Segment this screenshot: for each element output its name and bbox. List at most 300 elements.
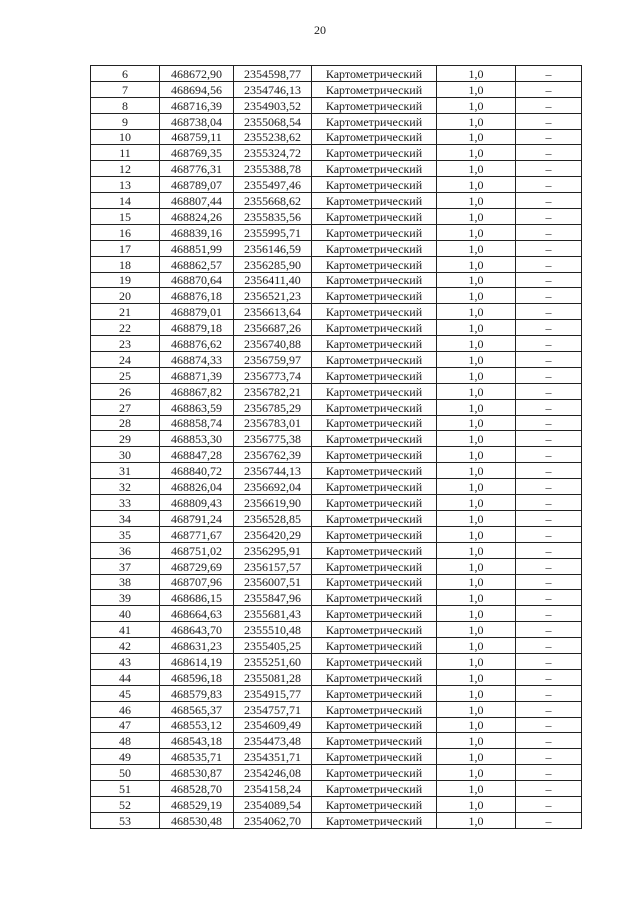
point-number-cell: 32 <box>91 479 160 495</box>
description-cell: – <box>516 415 582 431</box>
accuracy-cell: 1,0 <box>437 717 516 733</box>
table-row <box>91 336 582 352</box>
description-cell: – <box>516 81 582 97</box>
accuracy-cell: 1,0 <box>437 622 516 638</box>
method-cell: Картометрический <box>312 796 437 812</box>
point-number-cell: 49 <box>91 749 160 765</box>
accuracy-cell: 1,0 <box>437 320 516 336</box>
point-number-cell: 37 <box>91 558 160 574</box>
y-coordinate-cell: 2354609,49 <box>234 717 312 733</box>
x-coordinate-cell: 468530,48 <box>160 812 234 828</box>
point-number-cell: 10 <box>91 129 160 145</box>
table-row <box>91 145 582 161</box>
accuracy-cell: 1,0 <box>437 113 516 129</box>
y-coordinate-cell: 2356744,13 <box>234 463 312 479</box>
point-number-cell: 39 <box>91 590 160 606</box>
point-number-cell: 36 <box>91 542 160 558</box>
method-cell: Картометрический <box>312 145 437 161</box>
x-coordinate-cell: 468791,24 <box>160 510 234 526</box>
table-row <box>91 320 582 336</box>
y-coordinate-cell: 2355405,25 <box>234 638 312 654</box>
x-coordinate-cell: 468847,28 <box>160 447 234 463</box>
x-coordinate-cell: 468876,18 <box>160 288 234 304</box>
table-row <box>91 495 582 511</box>
point-number-cell: 30 <box>91 447 160 463</box>
description-cell: – <box>516 622 582 638</box>
table-row <box>91 558 582 574</box>
description-cell: – <box>516 336 582 352</box>
description-cell: – <box>516 510 582 526</box>
y-coordinate-cell: 2355497,46 <box>234 177 312 193</box>
table-row <box>91 510 582 526</box>
table-row <box>91 209 582 225</box>
x-coordinate-cell: 468879,18 <box>160 320 234 336</box>
method-cell: Картометрический <box>312 256 437 272</box>
point-number-cell: 22 <box>91 320 160 336</box>
x-coordinate-cell: 468694,56 <box>160 81 234 97</box>
x-coordinate-cell: 468738,04 <box>160 113 234 129</box>
x-coordinate-cell: 468870,64 <box>160 272 234 288</box>
accuracy-cell: 1,0 <box>437 749 516 765</box>
table-row <box>91 431 582 447</box>
method-cell: Картометрический <box>312 574 437 590</box>
description-cell: – <box>516 145 582 161</box>
method-cell: Картометрический <box>312 479 437 495</box>
method-cell: Картометрический <box>312 526 437 542</box>
method-cell: Картометрический <box>312 129 437 145</box>
y-coordinate-cell: 2356619,90 <box>234 495 312 511</box>
y-coordinate-cell: 2356687,26 <box>234 320 312 336</box>
accuracy-cell: 1,0 <box>437 463 516 479</box>
point-number-cell: 38 <box>91 574 160 590</box>
accuracy-cell: 1,0 <box>437 447 516 463</box>
table-row <box>91 590 582 606</box>
x-coordinate-cell: 468771,67 <box>160 526 234 542</box>
x-coordinate-cell: 468729,69 <box>160 558 234 574</box>
y-coordinate-cell: 2355324,72 <box>234 145 312 161</box>
y-coordinate-cell: 2355251,60 <box>234 653 312 669</box>
accuracy-cell: 1,0 <box>437 272 516 288</box>
point-number-cell: 8 <box>91 97 160 113</box>
table-row <box>91 765 582 781</box>
table-row <box>91 129 582 145</box>
description-cell: – <box>516 161 582 177</box>
point-number-cell: 35 <box>91 526 160 542</box>
y-coordinate-cell: 2356775,38 <box>234 431 312 447</box>
y-coordinate-cell: 2356783,01 <box>234 415 312 431</box>
x-coordinate-cell: 468686,15 <box>160 590 234 606</box>
point-number-cell: 46 <box>91 701 160 717</box>
accuracy-cell: 1,0 <box>437 796 516 812</box>
table-row <box>91 97 582 113</box>
y-coordinate-cell: 2354903,52 <box>234 97 312 113</box>
y-coordinate-cell: 2355995,71 <box>234 224 312 240</box>
y-coordinate-cell: 2354089,54 <box>234 796 312 812</box>
table-row <box>91 812 582 828</box>
table-row <box>91 383 582 399</box>
x-coordinate-cell: 468596,18 <box>160 669 234 685</box>
table-row <box>91 526 582 542</box>
accuracy-cell: 1,0 <box>437 352 516 368</box>
x-coordinate-cell: 468751,02 <box>160 542 234 558</box>
coordinates-table-body <box>91 66 582 829</box>
table-row <box>91 161 582 177</box>
accuracy-cell: 1,0 <box>437 733 516 749</box>
point-number-cell: 26 <box>91 383 160 399</box>
y-coordinate-cell: 2355668,62 <box>234 193 312 209</box>
y-coordinate-cell: 2355388,78 <box>234 161 312 177</box>
x-coordinate-cell: 468839,16 <box>160 224 234 240</box>
x-coordinate-cell: 468759,11 <box>160 129 234 145</box>
y-coordinate-cell: 2356613,64 <box>234 304 312 320</box>
point-number-cell: 12 <box>91 161 160 177</box>
point-number-cell: 17 <box>91 240 160 256</box>
description-cell: – <box>516 97 582 113</box>
x-coordinate-cell: 468672,90 <box>160 66 234 82</box>
description-cell: – <box>516 590 582 606</box>
point-number-cell: 45 <box>91 685 160 701</box>
description-cell: – <box>516 288 582 304</box>
description-cell: – <box>516 320 582 336</box>
x-coordinate-cell: 468631,23 <box>160 638 234 654</box>
x-coordinate-cell: 468851,99 <box>160 240 234 256</box>
y-coordinate-cell: 2355835,56 <box>234 209 312 225</box>
x-coordinate-cell: 468858,74 <box>160 415 234 431</box>
description-cell: – <box>516 526 582 542</box>
x-coordinate-cell: 468862,57 <box>160 256 234 272</box>
table-row <box>91 193 582 209</box>
point-number-cell: 21 <box>91 304 160 320</box>
method-cell: Картометрический <box>312 193 437 209</box>
table-row <box>91 542 582 558</box>
y-coordinate-cell: 2356773,74 <box>234 367 312 383</box>
table-row <box>91 399 582 415</box>
accuracy-cell: 1,0 <box>437 510 516 526</box>
y-coordinate-cell: 2356528,85 <box>234 510 312 526</box>
accuracy-cell: 1,0 <box>437 574 516 590</box>
description-cell: – <box>516 352 582 368</box>
method-cell: Картометрический <box>312 749 437 765</box>
method-cell: Картометрический <box>312 733 437 749</box>
x-coordinate-cell: 468769,35 <box>160 145 234 161</box>
description-cell: – <box>516 558 582 574</box>
point-number-cell: 14 <box>91 193 160 209</box>
accuracy-cell: 1,0 <box>437 590 516 606</box>
accuracy-cell: 1,0 <box>437 193 516 209</box>
description-cell: – <box>516 193 582 209</box>
description-cell: – <box>516 256 582 272</box>
description-cell: – <box>516 574 582 590</box>
table-row <box>91 796 582 812</box>
y-coordinate-cell: 2356157,57 <box>234 558 312 574</box>
description-cell: – <box>516 66 582 82</box>
point-number-cell: 47 <box>91 717 160 733</box>
method-cell: Картометрический <box>312 161 437 177</box>
method-cell: Картометрический <box>312 224 437 240</box>
point-number-cell: 42 <box>91 638 160 654</box>
point-number-cell: 25 <box>91 367 160 383</box>
table-row <box>91 288 582 304</box>
y-coordinate-cell: 2356785,29 <box>234 399 312 415</box>
description-cell: – <box>516 733 582 749</box>
point-number-cell: 41 <box>91 622 160 638</box>
method-cell: Картометрический <box>312 320 437 336</box>
method-cell: Картометрический <box>312 717 437 733</box>
table-row <box>91 622 582 638</box>
accuracy-cell: 1,0 <box>437 97 516 113</box>
method-cell: Картометрический <box>312 352 437 368</box>
table-row <box>91 415 582 431</box>
accuracy-cell: 1,0 <box>437 209 516 225</box>
page-number: 20 <box>314 23 326 37</box>
method-cell: Картометрический <box>312 463 437 479</box>
point-number-cell: 50 <box>91 765 160 781</box>
description-cell: – <box>516 606 582 622</box>
table-row <box>91 781 582 797</box>
y-coordinate-cell: 2354915,77 <box>234 685 312 701</box>
accuracy-cell: 1,0 <box>437 399 516 415</box>
y-coordinate-cell: 2355681,43 <box>234 606 312 622</box>
table-row <box>91 717 582 733</box>
x-coordinate-cell: 468863,59 <box>160 399 234 415</box>
method-cell: Картометрический <box>312 685 437 701</box>
y-coordinate-cell: 2356782,21 <box>234 383 312 399</box>
accuracy-cell: 1,0 <box>437 526 516 542</box>
y-coordinate-cell: 2354246,08 <box>234 765 312 781</box>
x-coordinate-cell: 468874,33 <box>160 352 234 368</box>
x-coordinate-cell: 468824,26 <box>160 209 234 225</box>
y-coordinate-cell: 2356759,97 <box>234 352 312 368</box>
description-cell: – <box>516 812 582 828</box>
x-coordinate-cell: 468867,82 <box>160 383 234 399</box>
x-coordinate-cell: 468840,72 <box>160 463 234 479</box>
description-cell: – <box>516 701 582 717</box>
y-coordinate-cell: 2356411,40 <box>234 272 312 288</box>
point-number-cell: 48 <box>91 733 160 749</box>
method-cell: Картометрический <box>312 765 437 781</box>
table-row <box>91 272 582 288</box>
description-cell: – <box>516 304 582 320</box>
x-coordinate-cell: 468776,31 <box>160 161 234 177</box>
point-number-cell: 24 <box>91 352 160 368</box>
x-coordinate-cell: 468871,39 <box>160 367 234 383</box>
table-row <box>91 733 582 749</box>
point-number-cell: 53 <box>91 812 160 828</box>
x-coordinate-cell: 468853,30 <box>160 431 234 447</box>
x-coordinate-cell: 468553,12 <box>160 717 234 733</box>
description-cell: – <box>516 447 582 463</box>
point-number-cell: 18 <box>91 256 160 272</box>
x-coordinate-cell: 468826,04 <box>160 479 234 495</box>
description-cell: – <box>516 113 582 129</box>
x-coordinate-cell: 468876,62 <box>160 336 234 352</box>
method-cell: Картометрический <box>312 638 437 654</box>
x-coordinate-cell: 468565,37 <box>160 701 234 717</box>
table-row <box>91 653 582 669</box>
point-number-cell: 6 <box>91 66 160 82</box>
x-coordinate-cell: 468789,07 <box>160 177 234 193</box>
accuracy-cell: 1,0 <box>437 224 516 240</box>
x-coordinate-cell: 468879,01 <box>160 304 234 320</box>
table-row <box>91 749 582 765</box>
accuracy-cell: 1,0 <box>437 383 516 399</box>
x-coordinate-cell: 468543,18 <box>160 733 234 749</box>
y-coordinate-cell: 2354598,77 <box>234 66 312 82</box>
method-cell: Картометрический <box>312 272 437 288</box>
accuracy-cell: 1,0 <box>437 781 516 797</box>
accuracy-cell: 1,0 <box>437 415 516 431</box>
description-cell: – <box>516 542 582 558</box>
method-cell: Картометрический <box>312 177 437 193</box>
method-cell: Картометрический <box>312 97 437 113</box>
method-cell: Картометрический <box>312 113 437 129</box>
accuracy-cell: 1,0 <box>437 542 516 558</box>
method-cell: Картометрический <box>312 336 437 352</box>
accuracy-cell: 1,0 <box>437 653 516 669</box>
description-cell: – <box>516 177 582 193</box>
point-number-cell: 29 <box>91 431 160 447</box>
description-cell: – <box>516 272 582 288</box>
point-number-cell: 20 <box>91 288 160 304</box>
y-coordinate-cell: 2356295,91 <box>234 542 312 558</box>
accuracy-cell: 1,0 <box>437 129 516 145</box>
table-row <box>91 256 582 272</box>
accuracy-cell: 1,0 <box>437 638 516 654</box>
description-cell: – <box>516 765 582 781</box>
description-cell: – <box>516 240 582 256</box>
description-cell: – <box>516 781 582 797</box>
point-number-cell: 16 <box>91 224 160 240</box>
table-row <box>91 113 582 129</box>
table-row <box>91 638 582 654</box>
method-cell: Картометрический <box>312 622 437 638</box>
y-coordinate-cell: 2356146,59 <box>234 240 312 256</box>
method-cell: Картометрический <box>312 447 437 463</box>
point-number-cell: 13 <box>91 177 160 193</box>
description-cell: – <box>516 685 582 701</box>
table-row <box>91 224 582 240</box>
description-cell: – <box>516 224 582 240</box>
method-cell: Картометрический <box>312 701 437 717</box>
method-cell: Картометрический <box>312 383 437 399</box>
method-cell: Картометрический <box>312 240 437 256</box>
point-number-cell: 34 <box>91 510 160 526</box>
x-coordinate-cell: 468528,70 <box>160 781 234 797</box>
point-number-cell: 33 <box>91 495 160 511</box>
table-row <box>91 177 582 193</box>
accuracy-cell: 1,0 <box>437 240 516 256</box>
point-number-cell: 7 <box>91 81 160 97</box>
point-number-cell: 28 <box>91 415 160 431</box>
table-row <box>91 66 582 82</box>
x-coordinate-cell: 468664,63 <box>160 606 234 622</box>
table-row <box>91 367 582 383</box>
y-coordinate-cell: 2355238,62 <box>234 129 312 145</box>
description-cell: – <box>516 209 582 225</box>
description-cell: – <box>516 463 582 479</box>
method-cell: Картометрический <box>312 288 437 304</box>
y-coordinate-cell: 2354062,70 <box>234 812 312 828</box>
description-cell: – <box>516 749 582 765</box>
method-cell: Картометрический <box>312 510 437 526</box>
method-cell: Картометрический <box>312 812 437 828</box>
accuracy-cell: 1,0 <box>437 558 516 574</box>
x-coordinate-cell: 468807,44 <box>160 193 234 209</box>
y-coordinate-cell: 2356420,29 <box>234 526 312 542</box>
method-cell: Картометрический <box>312 399 437 415</box>
y-coordinate-cell: 2354351,71 <box>234 749 312 765</box>
accuracy-cell: 1,0 <box>437 256 516 272</box>
table-row <box>91 574 582 590</box>
description-cell: – <box>516 431 582 447</box>
description-cell: – <box>516 383 582 399</box>
accuracy-cell: 1,0 <box>437 701 516 717</box>
y-coordinate-cell: 2354473,48 <box>234 733 312 749</box>
accuracy-cell: 1,0 <box>437 812 516 828</box>
method-cell: Картометрический <box>312 781 437 797</box>
x-coordinate-cell: 468716,39 <box>160 97 234 113</box>
method-cell: Картометрический <box>312 431 437 447</box>
accuracy-cell: 1,0 <box>437 669 516 685</box>
y-coordinate-cell: 2355081,28 <box>234 669 312 685</box>
y-coordinate-cell: 2354158,24 <box>234 781 312 797</box>
x-coordinate-cell: 468579,83 <box>160 685 234 701</box>
accuracy-cell: 1,0 <box>437 81 516 97</box>
x-coordinate-cell: 468530,87 <box>160 765 234 781</box>
point-number-cell: 40 <box>91 606 160 622</box>
table-row <box>91 447 582 463</box>
y-coordinate-cell: 2356740,88 <box>234 336 312 352</box>
point-number-cell: 51 <box>91 781 160 797</box>
coordinates-table <box>90 65 582 829</box>
description-cell: – <box>516 653 582 669</box>
table-row <box>91 81 582 97</box>
point-number-cell: 9 <box>91 113 160 129</box>
method-cell: Картометрический <box>312 495 437 511</box>
y-coordinate-cell: 2355068,54 <box>234 113 312 129</box>
method-cell: Картометрический <box>312 590 437 606</box>
point-number-cell: 31 <box>91 463 160 479</box>
y-coordinate-cell: 2354757,71 <box>234 701 312 717</box>
accuracy-cell: 1,0 <box>437 606 516 622</box>
table-row <box>91 669 582 685</box>
point-number-cell: 11 <box>91 145 160 161</box>
table-row <box>91 606 582 622</box>
description-cell: – <box>516 367 582 383</box>
accuracy-cell: 1,0 <box>437 685 516 701</box>
method-cell: Картометрический <box>312 209 437 225</box>
accuracy-cell: 1,0 <box>437 288 516 304</box>
method-cell: Картометрический <box>312 558 437 574</box>
point-number-cell: 43 <box>91 653 160 669</box>
method-cell: Картометрический <box>312 367 437 383</box>
description-cell: – <box>516 717 582 733</box>
table-row <box>91 240 582 256</box>
point-number-cell: 15 <box>91 209 160 225</box>
description-cell: – <box>516 479 582 495</box>
x-coordinate-cell: 468614,19 <box>160 653 234 669</box>
accuracy-cell: 1,0 <box>437 367 516 383</box>
y-coordinate-cell: 2355847,96 <box>234 590 312 606</box>
table-row <box>91 701 582 717</box>
table-row <box>91 479 582 495</box>
x-coordinate-cell: 468535,71 <box>160 749 234 765</box>
x-coordinate-cell: 468809,43 <box>160 495 234 511</box>
x-coordinate-cell: 468643,70 <box>160 622 234 638</box>
y-coordinate-cell: 2356007,51 <box>234 574 312 590</box>
table-row <box>91 685 582 701</box>
method-cell: Картометрический <box>312 415 437 431</box>
